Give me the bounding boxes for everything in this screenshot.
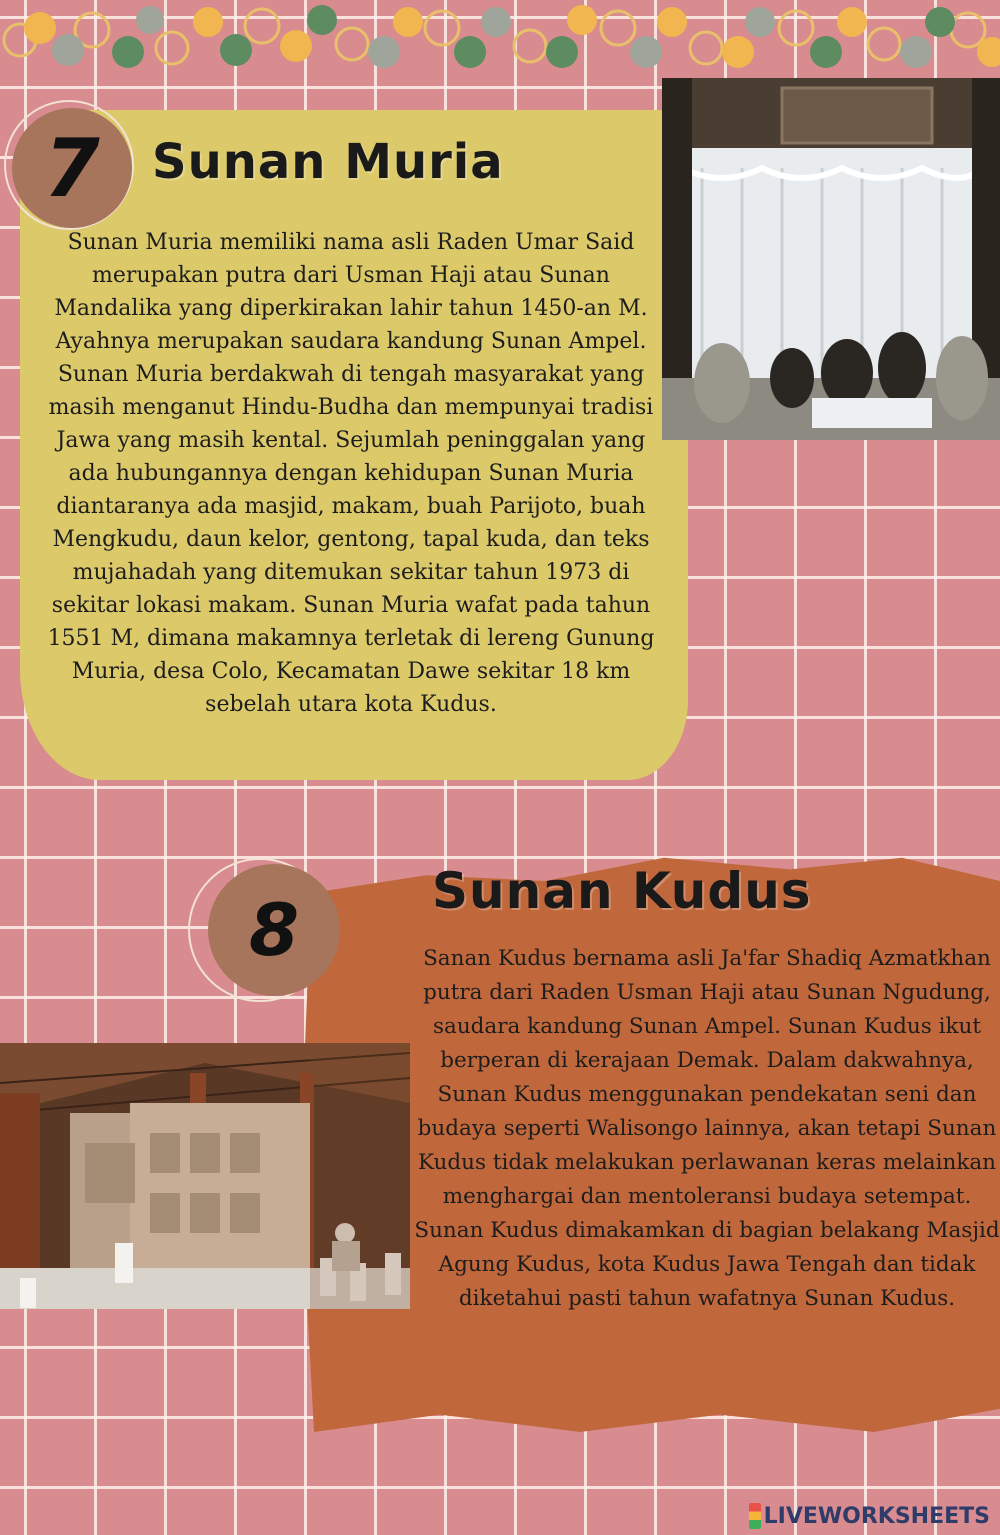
- muria-tomb-photo: [662, 78, 1000, 440]
- kudus-tomb-photo: [0, 1043, 410, 1309]
- muria-body: Sunan Muria memiliki nama asli Raden Umar Said merupakan putra dari Usman Haji atau Sunan Mandalika yang diperkirakan lahir tahun 1450-an M. Ayahnya merupakan saudara kandung Sunan Ampel. Sunan Muria berdakwah di tengah masyarakat yang masih menganut Hindu-Budha dan mempunyai tradisi Jawa yang masih kental. Sejumlah peninggalan yang ada hubungannya dengan kehidupan Sunan Muria diantaranya ada masjid, makam, buah Parijoto, buah Mengkudu, daun kelor, gentong, tapal kuda, dan teks mujahadah yang ditemukan sekitar tahun 1973 di sekitar lokasi makam. Sunan Muria wafat pada tahun 1551 M, dimana makamnya terletak di lereng Gunung Muria, desa Colo, Kecamatan Dawe sekitar 18 km sebelah utara kota Kudus.: [47, 230, 655, 717]
- muria-number: 7: [44, 121, 100, 215]
- liveworksheets-logo: [749, 1503, 990, 1529]
- kudus-body: Sanan Kudus bernama asli Ja'far Shadiq Azmatkhan putra dari Raden Usman Haji atau Sunan Ngudung, saudara kandung Sunan Ampel. Sunan Kudus ikut berperan di kerajaan Demak. Dalam dakwahnya, Sunan Kudus menggunakan pendekatan seni dan budaya seperti Walisongo lainnya, akan tetapi Sunan Kudus tidak melakukan perlawanan keras melainkan menghargai dan mentoleransi budaya setempat. Sunan Kudus dimakamkan di bagian belakang Masjid Agung Kudus, kota Kudus Jawa Tengah dan tidak diketahui pasti tahun wafatnya Sunan Kudus.: [414, 946, 1000, 1311]
- decorative-dots-garland: [0, 0, 1000, 80]
- muria-number-badge: [12, 108, 132, 228]
- liveworksheets-logo-icon: [749, 1503, 761, 1529]
- liveworksheets-label: LIVEWORKSHEETS: [763, 1503, 990, 1529]
- kudus-number-badge: [208, 864, 340, 996]
- muria-title: Sunan Muria: [152, 134, 504, 190]
- kudus-title: Sunan Kudus: [432, 862, 812, 920]
- kudus-number: 8: [248, 888, 300, 972]
